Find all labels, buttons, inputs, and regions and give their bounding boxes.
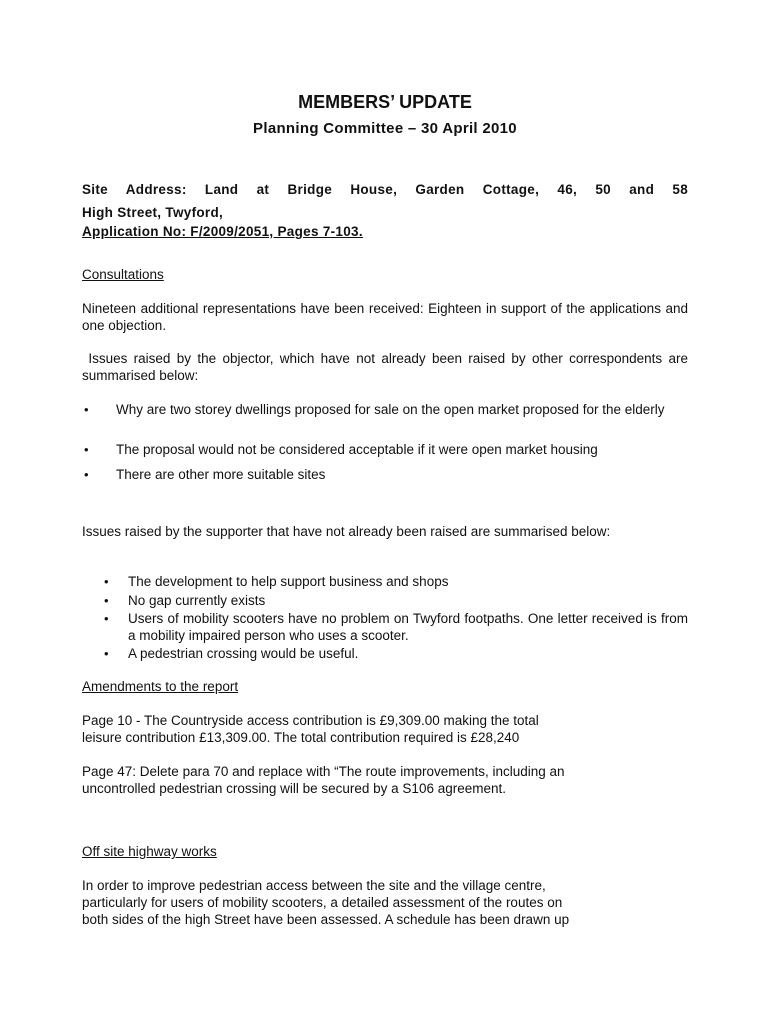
bullet-icon: • (104, 611, 109, 626)
bullet-icon: • (84, 467, 89, 482)
amendment-page47-line1: Page 47: Delete para 70 and replace with “The route improvements, including an (82, 764, 565, 779)
site-address-line2: High Street, Twyford, (82, 205, 224, 220)
consultations-paragraph-3: Issues raised by the supporter that have not already been raised are summarised below: (82, 524, 611, 539)
bullet-icon: • (84, 402, 89, 417)
highway-line1: In order to improve pedestrian access between the site and the village centre, (82, 878, 546, 893)
consultations-paragraph-2: Issues raised by the objector, which have not already been raised by other correspondents are summarised below: (82, 351, 692, 383)
supporter-point: No gap currently exists (128, 593, 266, 608)
consultations-heading: Consultations (82, 267, 164, 282)
application-number: Application No: F/2009/2051, Pages 7-103. (82, 224, 363, 239)
amendments-heading: Amendments to the report (82, 679, 239, 694)
amendment-page10-line1: Page 10 - The Countryside access contribution is £9,309.00 making the total (82, 713, 539, 728)
bullet-icon: • (104, 574, 109, 589)
highway-heading: Off site highway works (82, 844, 217, 859)
bullet-icon: • (84, 442, 89, 457)
highway-line2: particularly for users of mobility scooters, a detailed assessment of the routes on (82, 895, 563, 910)
objector-point: The proposal would not be considered acceptable if it were open market housing (116, 442, 598, 457)
consultations-paragraph-1: Nineteen additional representations have been received: Eighteen in support of the applications and one objection. (82, 301, 688, 333)
document-title: MEMBERS’ UPDATE (298, 92, 472, 112)
bullet-icon: • (104, 646, 109, 661)
document-subtitle: Planning Committee – 30 April 2010 (253, 120, 517, 137)
bullet-icon: • (104, 593, 109, 608)
highway-line3: both sides of the high Street have been assessed. A schedule has been drawn up (82, 912, 570, 927)
amendment-page47-line2: uncontrolled pedestrian crossing will be secured by a S106 agreement. (82, 781, 506, 796)
objector-point: There are other more suitable sites (116, 467, 326, 482)
site-address-line1: Site Address: Land at Bridge House, Garden Cottage, 46, 50 and 58 (82, 182, 688, 197)
objector-point: Why are two storey dwellings proposed for sale on the open market proposed for the elderly (116, 402, 665, 417)
supporter-point: The development to help support business and shops (128, 574, 449, 589)
amendment-page10-line2: leisure contribution £13,309.00. The total contribution required is £28,240 (82, 730, 520, 745)
supporter-point: A pedestrian crossing would be useful. (128, 646, 359, 661)
supporter-point: Users of mobility scooters have no problem on Twyford footpaths. One letter received is from a mobility impaired person who uses a scooter. (128, 611, 688, 643)
